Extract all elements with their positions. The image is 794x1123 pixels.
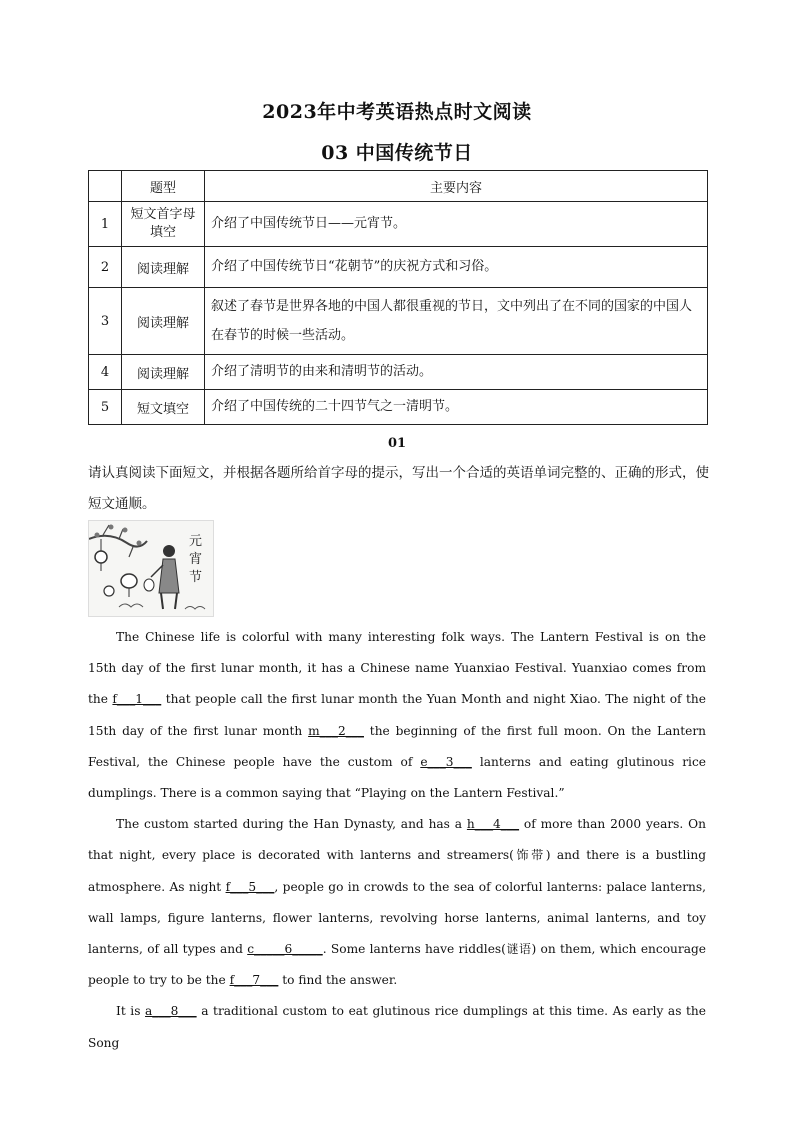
passage-paragraph-2 [88, 809, 706, 996]
table-header-cell [89, 171, 122, 202]
table-header-cell: 主要内容 [205, 171, 708, 202]
table-row [89, 390, 708, 425]
lantern-festival-illustration [88, 520, 214, 617]
passage-text: the beginning of the first full moon. On the Lantern Festival, the Chinese people have the custom of [88, 723, 707, 769]
row-number: 1 [89, 202, 122, 247]
passage-text: The custom started during the Han Dynasty, and has a [116, 817, 467, 832]
illustration-caption-3: 节 [189, 570, 203, 585]
illustration-caption-2: 宵 [189, 552, 203, 567]
blank-1: f___1___ [112, 692, 162, 707]
row-type: 阅读理解 [122, 355, 205, 390]
page-subtitle: 03 中国传统节日 [321, 142, 473, 164]
section-instruction: 请认真阅读下面短文，并根据各题所给首字母的提示，写出一个合适的英语单词完整的、正确的形式，使短文通顺。 [88, 465, 709, 512]
page-title: 2023年中考英语热点时文阅读 [262, 101, 532, 123]
table-header-row [89, 171, 708, 202]
passage-text: a traditional custom to eat glutinous rice dumplings at this time. As early as the Song [88, 1004, 706, 1050]
blank-5: f___5___ [225, 879, 275, 894]
row-number: 5 [89, 390, 122, 425]
row-content: 介绍了中国传统节日——元宵节。 [205, 202, 708, 247]
passage-text: . Some lanterns have riddles(谜语) on them, which encourage people to try to be the [88, 942, 706, 988]
passage-text: of more than 2000 years. On that night, every place is decorated with lanterns and streamers(饰带) and there is a bustling atmosphere. As night [88, 817, 706, 894]
row-type: 短文填空 [122, 390, 205, 425]
reading-passage [88, 622, 706, 1059]
passage-text: to find the answer. [278, 973, 398, 988]
table-row [89, 355, 708, 390]
row-number: 2 [89, 247, 122, 288]
passage-text: It is [116, 1004, 146, 1019]
blank-8: a___8___ [145, 1004, 197, 1019]
blank-3: e___3___ [420, 754, 472, 769]
passage-text: that people call the first lunar month the Yuan Month and night Xiao. The night of the 15th day of the first lunar month [88, 692, 706, 738]
row-content: 介绍了中国传统节日“花朝节”的庆祝方式和习俗。 [205, 247, 708, 288]
blank-7: f___7___ [229, 973, 279, 988]
passage-text: lanterns and eating glutinous rice dumplings. There is a common saying that “Playing on the Lantern Festival.” [88, 754, 706, 801]
blank-2: m___2___ [308, 723, 364, 738]
section-number: 01 [387, 436, 407, 451]
passage-paragraph-1 [88, 622, 706, 809]
summary-table [88, 170, 708, 425]
table-row [89, 288, 708, 355]
row-number: 3 [89, 288, 122, 355]
passage-paragraph-3 [88, 996, 706, 1058]
row-content: 介绍了中国传统的二十四节气之一清明节。 [205, 390, 708, 425]
blank-6: c_____6_____ [247, 942, 323, 957]
table-row [89, 202, 708, 247]
row-number: 4 [89, 355, 122, 390]
row-content: 介绍了清明节的由来和清明节的活动。 [205, 355, 708, 390]
passage-text: , people go in crowds to the sea of colorful lanterns: palace lanterns, wall lamps, figure lanterns, flower lanterns, revolving horse lanterns, animal lanterns, and toy lanterns, of all types and [88, 879, 706, 957]
illustration-caption-1: 元 [189, 534, 203, 549]
row-content: 叙述了春节是世界各地的中国人都很重视的节日，文中列出了在不同的国家的中国人在春节的时候一些活动。 [205, 288, 708, 355]
blank-4: h___4___ [466, 817, 520, 832]
lantern-festival-image [89, 521, 213, 616]
row-type: 阅读理解 [122, 288, 205, 355]
table-row [89, 247, 708, 288]
row-type: 短文首字母填空 [122, 202, 205, 247]
table-header-cell: 题型 [122, 171, 205, 202]
passage-text: The Chinese life is colorful with many interesting folk ways. The Lantern Festival is on the 15th day of the first lunar month, it has a Chinese name Yuanxiao Festival. Yuanxiao comes from the [88, 630, 706, 707]
row-type: 阅读理解 [122, 247, 205, 288]
